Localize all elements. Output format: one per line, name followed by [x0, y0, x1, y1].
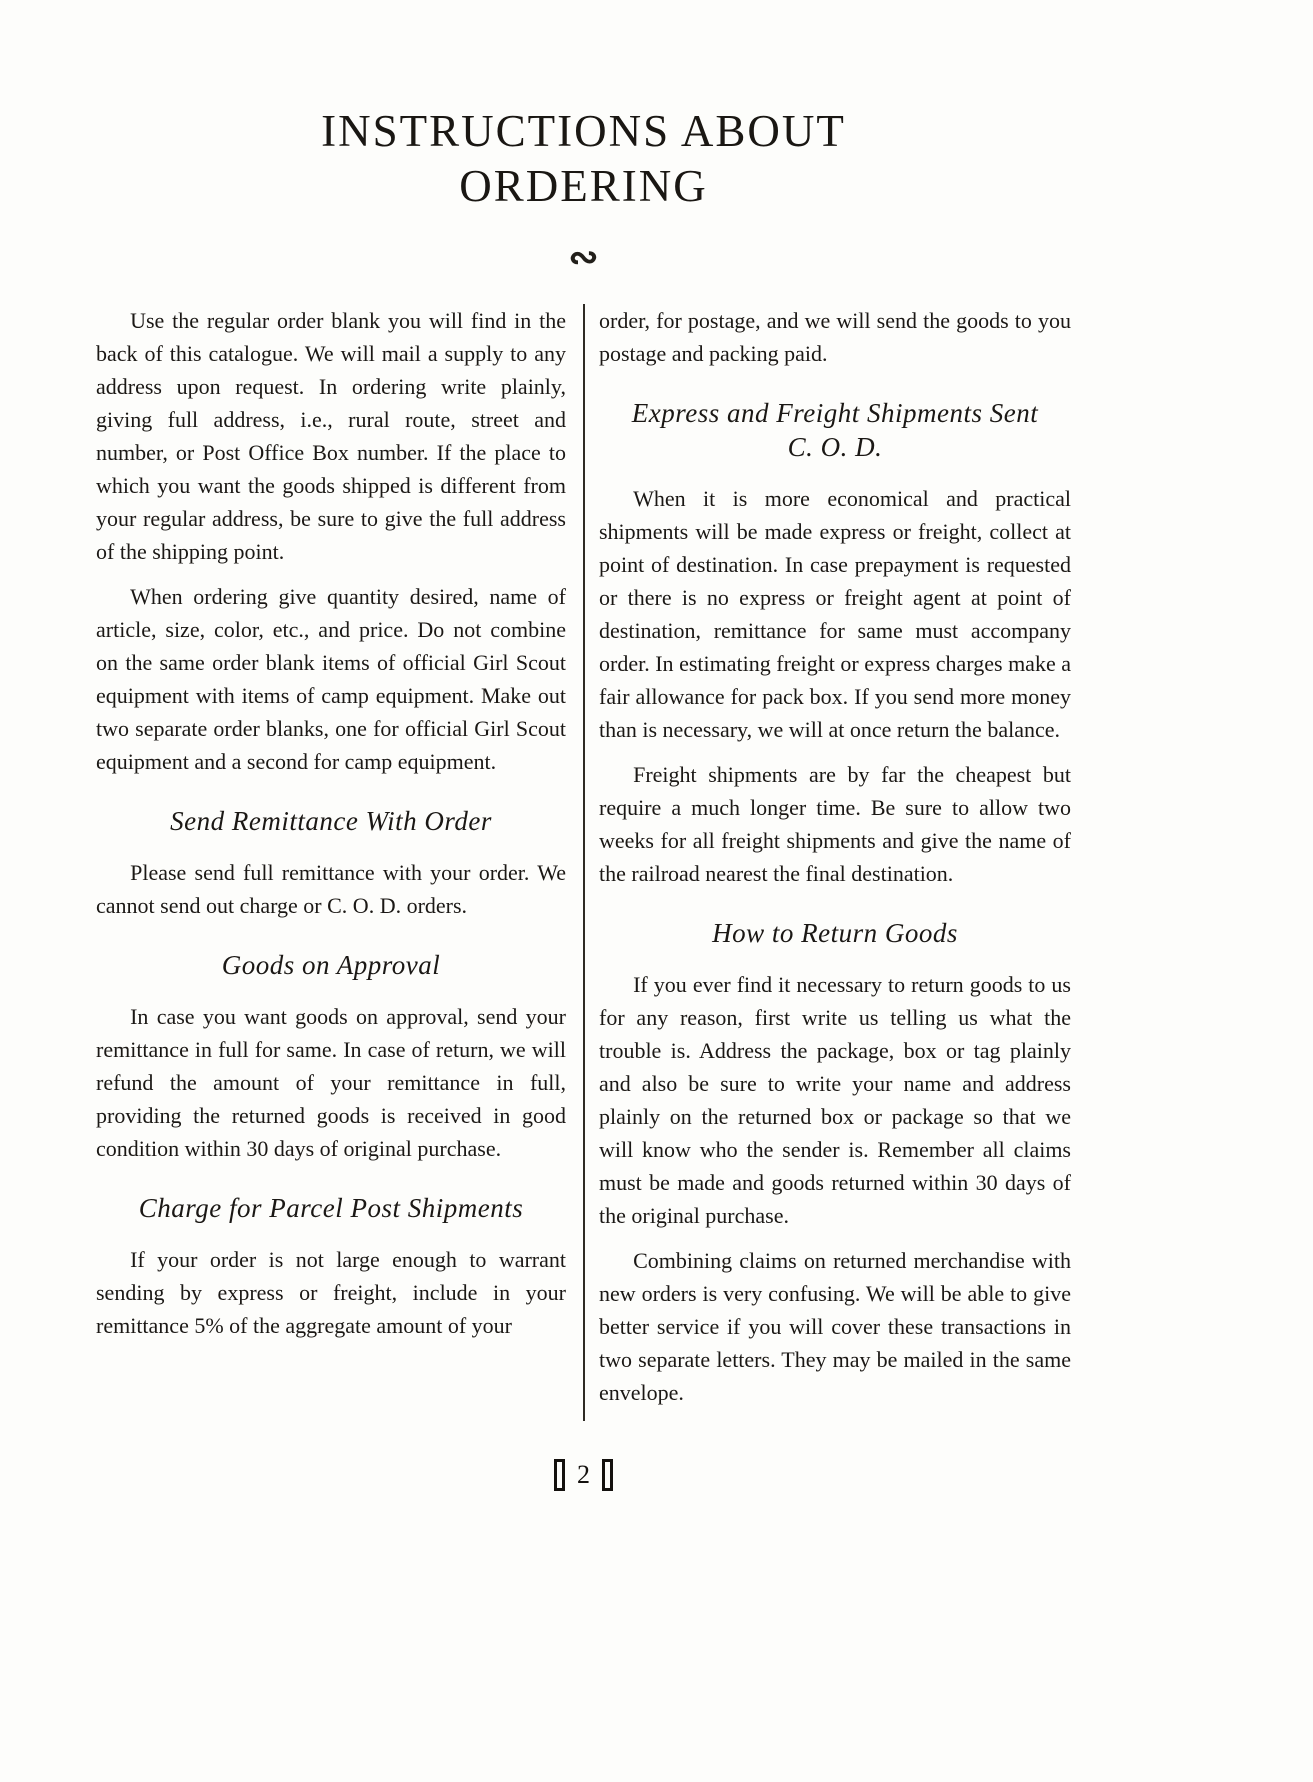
- heading-parcel-post-charge: Charge for Parcel Post Shipments: [138, 1192, 524, 1223]
- page-footer: [96, 1459, 1071, 1491]
- heading-goods-on-approval: Goods on Approval: [221, 949, 441, 980]
- heading-express-freight-cod: [599, 396, 1071, 464]
- two-column-text: [96, 304, 1071, 1421]
- paragraph-goods-on-approval: In case you want goods on approval, send your remittance in full for same. In case of return, we will refund the amount of your remittance in full, providing the returned goods is received in good condition within 30 days of original purchase.: [96, 1003, 566, 1161]
- fleuron-ornament-icon: ∾: [568, 236, 599, 277]
- page-number-right-bracket-icon: [602, 1459, 613, 1491]
- paragraph-when-ordering: When ordering give quantity desired, name of article, size, color, etc., and price. Do not combine on the same order blank items of official Girl Scout equipment with items of camp equipment. Make out two separate order blanks, one for official Girl Scout equipment and a second for camp equipment.: [96, 583, 566, 774]
- paragraph-return-goods: If you ever find it necessary to return goods to us for any reason, first write us telling us what the trouble is. Address the package, box or tag plainly and also be sure to write your name and address plainly on the returned box or package so that we will know who the sender is. Remember all claims must be made and goods returned within 30 days of the original purchase.: [599, 971, 1071, 1228]
- left-column: [96, 304, 585, 1421]
- paragraph-parcel-post-continued: order, for postage, and we will send the goods to you postage and packing paid.: [599, 307, 1071, 366]
- paragraph-freight-cheapest: Freight shipments are by far the cheapest but require a much longer time. Be sure to allow two weeks for all freight shipments and give the name of the railroad nearest the final destination.: [599, 761, 1071, 886]
- paragraph-order-blank: Use the regular order blank you will find in the back of this catalogue. We will mail a supply to any address upon request. In ordering write plainly, giving full address, i.e., rural route, street and number, or Post Office Box number. If the place to which you want the goods shipped is different from your regular address, be sure to give the full address of the shipping point.: [96, 307, 566, 564]
- paragraph-send-remittance: Please send full remittance with your order. We cannot send out charge or C. O. D. orders.: [96, 859, 566, 918]
- paragraph-parcel-post-charge: If your order is not large enough to warrant sending by express or freight, include in your remittance 5% of the aggregate amount of your: [96, 1246, 566, 1338]
- page-title-line1: INSTRUCTIONS ABOUT: [321, 106, 846, 156]
- right-column: [585, 304, 1071, 1421]
- heading-how-to-return: How to Return Goods: [712, 917, 958, 948]
- paragraph-cod-shipments: When it is more economical and practical shipments will be made express or freight, collect at point of destination. In case prepayment is requested or there is no express or freight agent at point of destination, remittance for same must accompany order. In estimating freight or express charges make a fair allowance for pack box. If you send more money than is necessary, we will at once return the balance.: [599, 485, 1071, 742]
- page-title: [96, 104, 1071, 214]
- page-content: [96, 104, 1071, 1491]
- heading-express-freight-line1: Express and Freight Shipments Sent: [631, 397, 1039, 428]
- heading-express-freight-line2: C. O. D.: [787, 431, 883, 462]
- page-number: 2: [577, 1459, 590, 1489]
- paragraph-combining-claims: Combining claims on returned merchandise with new orders is very confusing. We will be able to give better service if you will cover these transactions in two separate letters. They may be mailed in the same envelope.: [599, 1247, 1071, 1405]
- page-number-left-bracket-icon: [554, 1459, 565, 1491]
- page-title-line2: ORDERING: [459, 160, 708, 211]
- heading-send-remittance: Send Remittance With Order: [170, 805, 492, 836]
